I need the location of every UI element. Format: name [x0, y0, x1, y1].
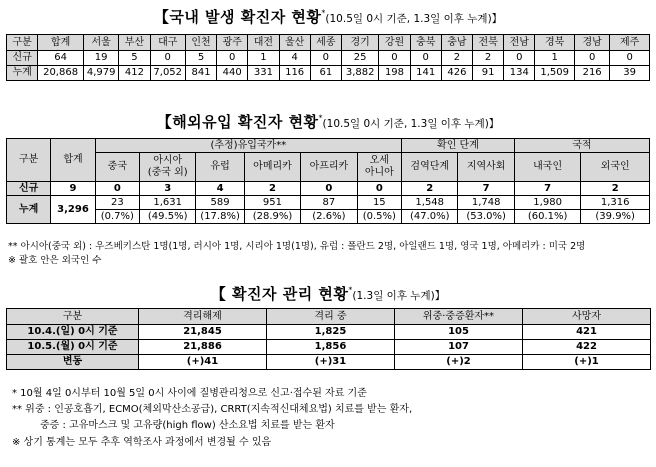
domestic-cell: 61 [310, 66, 341, 81]
domestic-row-label: 신규 [7, 51, 38, 66]
domestic-cell: 0 [574, 51, 609, 66]
imported-h-foreign: 외국인 [581, 153, 650, 182]
domestic-header-row [7, 35, 650, 51]
domestic-header-cell: 전북 [473, 35, 504, 51]
domestic-title [0, 6, 656, 27]
domestic-cell: 25 [341, 51, 378, 66]
imported-cum-v7: 1,748 [458, 196, 514, 210]
management-cell: 1,825 [267, 325, 395, 340]
imported-h-africa: 아프리카 [301, 153, 357, 182]
imported-new-cell: 2 [244, 182, 300, 196]
domestic-cell: 116 [279, 66, 310, 81]
imported-h-gubun: 구분 [7, 139, 51, 182]
imported-h-confirm: 확인 단계 [402, 139, 515, 153]
imported-cum-p1: (49.5%) [139, 210, 195, 224]
imported-title [0, 111, 656, 132]
imported-new-cell: 0 [301, 182, 357, 196]
domestic-table [6, 34, 650, 81]
imported-cum-v4: 87 [301, 196, 357, 210]
domestic-cell: 134 [504, 66, 535, 81]
management-row [7, 340, 651, 355]
imported-cum-p8: (60.1%) [514, 210, 581, 224]
domestic-header-cell: 광주 [217, 35, 248, 51]
imported-new-cell: 0 [357, 182, 401, 196]
domestic-header-cell: 대구 [150, 35, 185, 51]
footnote-3: 중증 : 고유마스크 및 고유량(high flow) 산소요법 치료를 받는 환자 [40, 420, 335, 431]
imported-title-main: 【해외유입 확진자 현황 [156, 113, 319, 131]
management-header-cell: 위중·중증환자** [395, 309, 523, 325]
management-cell: (+)2 [395, 355, 523, 370]
domestic-cell: 1,509 [535, 66, 575, 81]
imported-cum-p6: (47.0%) [402, 210, 458, 224]
imported-cum-v3: 951 [244, 196, 300, 210]
domestic-cell: 0 [504, 51, 535, 66]
management-cell: 422 [523, 340, 651, 355]
domestic-title-star: * [321, 8, 326, 18]
domestic-cell: 5 [119, 51, 150, 66]
imported-cum-label: 누계 [7, 196, 51, 224]
footnote-2: ** 위중 : 인공호흡기, ECMO(체외막산소공급), CRRT(지속적신대체요법) 치료를 받는 환자, [12, 404, 413, 415]
domestic-cell: 5 [185, 51, 216, 66]
domestic-cell: 0 [610, 51, 650, 66]
imported-h-country: (추정)유입국가** [95, 139, 401, 153]
management-header-cell: 격리 중 [267, 309, 395, 325]
imported-cum-v5: 15 [357, 196, 401, 210]
management-cell: 21,886 [139, 340, 267, 355]
imported-table [6, 138, 650, 224]
domestic-cell: 0 [217, 51, 248, 66]
imported-h-asia [139, 153, 195, 182]
domestic-cell: 841 [185, 66, 216, 81]
imported-h-korean: 내국인 [514, 153, 581, 182]
imported-h-america: 아메리카 [244, 153, 300, 182]
domestic-header-cell: 서울 [83, 35, 118, 51]
imported-cum-total: 3,296 [51, 196, 95, 224]
management-row-label: 10.5.(월) 0시 기준 [7, 340, 139, 355]
management-title-main: 【 확진자 관리 현황 [210, 285, 349, 303]
domestic-cum-row [7, 66, 650, 81]
domestic-header-cell: 인천 [185, 35, 216, 51]
domestic-header-cell: 부산 [119, 35, 150, 51]
domestic-header-cell: 경기 [341, 35, 378, 51]
domestic-new-row [7, 51, 650, 66]
imported-h-oceania-2: 아니아 [364, 167, 394, 178]
domestic-cell: 198 [379, 66, 410, 81]
domestic-cell: 141 [410, 66, 441, 81]
management-header-row [7, 309, 651, 325]
imported-h-oceania-1: 오세 [369, 155, 389, 166]
domestic-row-label: 누계 [7, 66, 38, 81]
management-row-label: 10.4.(일) 0시 기준 [7, 325, 139, 340]
management-title [0, 283, 656, 304]
imported-h-community: 지역사회 [458, 153, 514, 182]
domestic-header-cell: 강원 [379, 35, 410, 51]
imported-new-label: 신규 [7, 182, 51, 196]
domestic-header-cell: 합계 [38, 35, 84, 51]
imported-cum-p2: (17.8%) [196, 210, 244, 224]
domestic-cell: 19 [83, 51, 118, 66]
domestic-cell: 0 [150, 51, 185, 66]
domestic-cell: 0 [310, 51, 341, 66]
imported-new-cell: 2 [581, 182, 650, 196]
domestic-cell: 20,868 [38, 66, 84, 81]
imported-h-china: 중국 [95, 153, 139, 182]
management-title-star: * [348, 285, 353, 295]
domestic-cell: 39 [610, 66, 650, 81]
imported-cum-p4: (2.6%) [301, 210, 357, 224]
imported-h-quarantine: 검역단계 [402, 153, 458, 182]
imported-cum-v1: 1,631 [139, 196, 195, 210]
domestic-header-cell: 제주 [610, 35, 650, 51]
domestic-cell: 2 [441, 51, 472, 66]
imported-cum-p0: (0.7%) [95, 210, 139, 224]
imported-cum-p3: (28.9%) [244, 210, 300, 224]
domestic-cell: 4,979 [83, 66, 118, 81]
imported-cum-p9: (39.9%) [581, 210, 650, 224]
domestic-title-sub: (10.5일 0시 기준, 1.3일 이후 누계)】 [325, 13, 503, 25]
management-header-cell: 사망자 [523, 309, 651, 325]
domestic-cell: 216 [574, 66, 609, 81]
domestic-cell: 2 [473, 51, 504, 66]
imported-note-1: ** 아시아(중국 외) : 우즈베키스탄 1명(1명, 러시아 1명, 시리아 1명(1명), 유럽 : 폴란드 2명, 아일랜드 1명, 영국 1명, 아메리카 : 미국 2명 [8, 241, 586, 252]
domestic-cell: 331 [248, 66, 279, 81]
management-cell: (+)41 [139, 355, 267, 370]
imported-new-cell: 7 [514, 182, 581, 196]
imported-cum-p5: (0.5%) [357, 210, 401, 224]
domestic-title-main: 【국내 발생 확진자 현황 [153, 8, 322, 26]
management-cell: 421 [523, 325, 651, 340]
imported-new-cell: 0 [95, 182, 139, 196]
domestic-cell: 0 [379, 51, 410, 66]
imported-cum-v6: 1,548 [402, 196, 458, 210]
imported-cum-p7: (53.0%) [458, 210, 514, 224]
management-header-cell: 격리해제 [139, 309, 267, 325]
domestic-cell: 3,882 [341, 66, 378, 81]
domestic-header-cell: 울산 [279, 35, 310, 51]
imported-new-cell: 3 [139, 182, 195, 196]
imported-cum-v0: 23 [95, 196, 139, 210]
imported-title-sub: (10.5일 0시 기준, 1.3일 이후 누계)】 [322, 118, 500, 130]
imported-new-row [7, 182, 650, 196]
management-cell: 105 [395, 325, 523, 340]
imported-h-nationality: 국적 [514, 139, 649, 153]
domestic-cell: 412 [119, 66, 150, 81]
management-title-sub: (1.3일 이후 누계)】 [352, 290, 446, 302]
management-row [7, 325, 651, 340]
management-row [7, 355, 651, 370]
management-row-label: 변동 [7, 355, 139, 370]
domestic-cell: 1 [248, 51, 279, 66]
imported-new-cell: 7 [458, 182, 514, 196]
domestic-cell: 440 [217, 66, 248, 81]
domestic-cell: 64 [38, 51, 84, 66]
domestic-cell: 91 [473, 66, 504, 81]
domestic-header-cell: 충남 [441, 35, 472, 51]
imported-title-star: * [318, 113, 323, 123]
domestic-header-cell: 충북 [410, 35, 441, 51]
domestic-header-cell: 구분 [7, 35, 38, 51]
management-header-cell: 구분 [7, 309, 139, 325]
domestic-header-cell: 대전 [248, 35, 279, 51]
domestic-cell: 1 [535, 51, 575, 66]
management-cell: 21,845 [139, 325, 267, 340]
imported-cum-v9: 1,316 [581, 196, 650, 210]
management-table [6, 308, 651, 370]
imported-h-total: 합계 [51, 139, 95, 182]
domestic-header-cell: 경남 [574, 35, 609, 51]
imported-new-cell: 2 [402, 182, 458, 196]
management-cell: 107 [395, 340, 523, 355]
imported-h-asia-2: (중국 외) [147, 167, 188, 178]
domestic-header-cell: 경북 [535, 35, 575, 51]
domestic-cell: 0 [410, 51, 441, 66]
domestic-header-cell: 세종 [310, 35, 341, 51]
domestic-cell: 426 [441, 66, 472, 81]
imported-h-oceania [357, 153, 401, 182]
imported-h-asia-1: 아시아 [153, 155, 183, 166]
imported-new-cell: 4 [196, 182, 244, 196]
imported-cum-v8: 1,980 [514, 196, 581, 210]
imported-new-cell: 9 [51, 182, 95, 196]
imported-note-2: ※ 괄호 안은 외국인 수 [8, 255, 102, 266]
management-cell: (+)1 [523, 355, 651, 370]
domestic-cell: 7,052 [150, 66, 185, 81]
footnote-1: * 10월 4일 0시부터 10월 5일 0시 사이에 질병관리청으로 신고·접수된 자료 기준 [12, 388, 367, 399]
imported-h-europe: 유럽 [196, 153, 244, 182]
domestic-header-cell: 전남 [504, 35, 535, 51]
domestic-cell: 4 [279, 51, 310, 66]
management-cell: (+)31 [267, 355, 395, 370]
footnote-4: ※ 상기 통계는 모두 추후 역학조사 과정에서 변경될 수 있음 [12, 437, 272, 448]
management-cell: 1,856 [267, 340, 395, 355]
imported-cum-v2: 589 [196, 196, 244, 210]
